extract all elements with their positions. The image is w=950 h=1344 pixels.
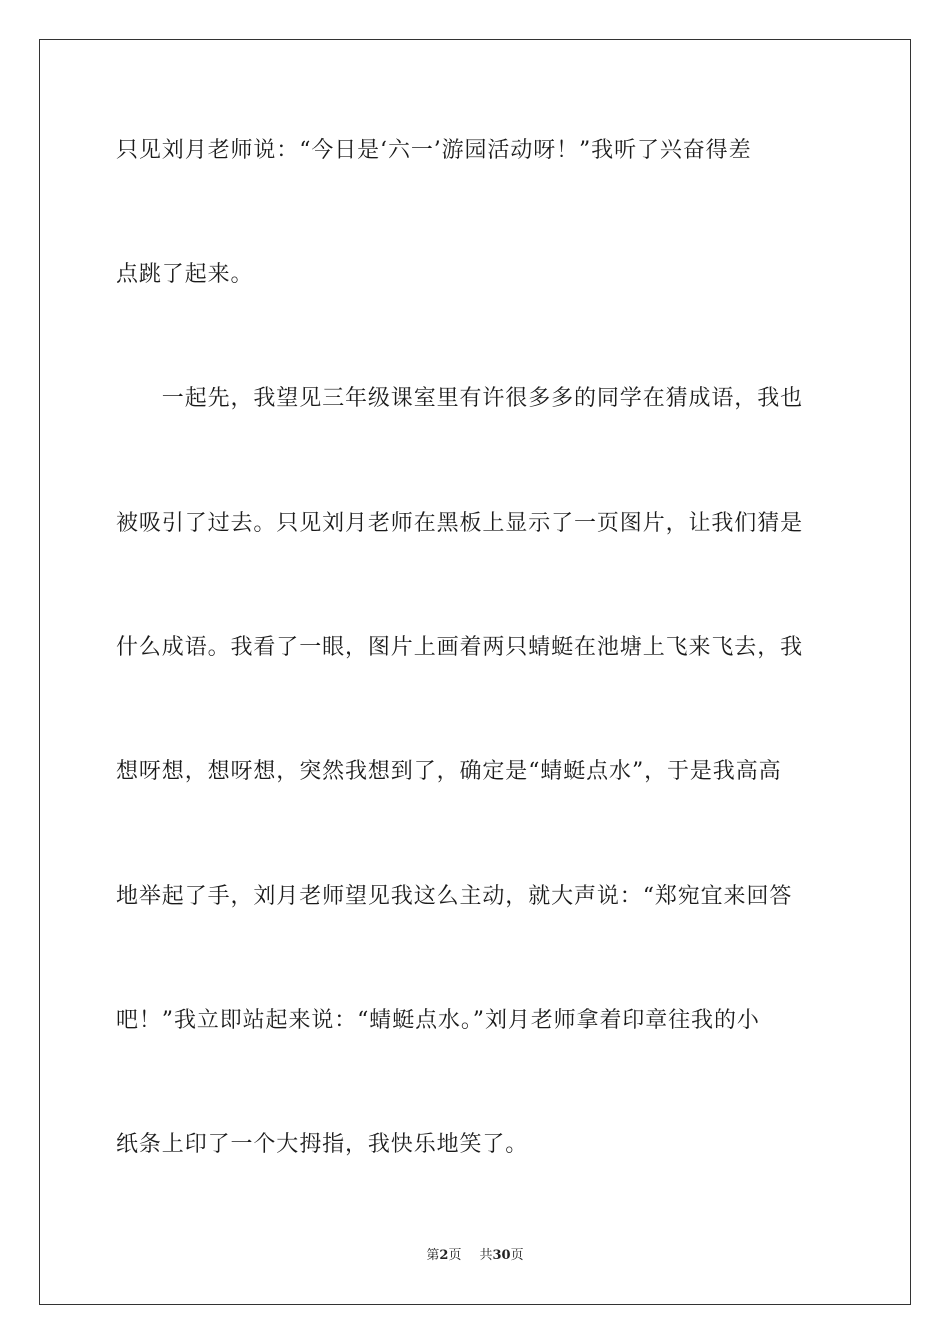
- text-line: 一起先，我望见三年级课室里有许很多多的同学在猜成语，我也: [116, 386, 804, 411]
- total-pages: 30: [492, 1248, 511, 1263]
- page-footer: [0, 1247, 950, 1265]
- text-line: 什么成语。我看了一眼，图片上画着两只蜻蜓在池塘上飞来飞去，我: [116, 635, 804, 660]
- page-suffix: 页: [448, 1248, 462, 1263]
- page-border: [39, 39, 911, 1305]
- text-line: 纸条上印了一个大拇指，我快乐地笑了。: [116, 1132, 529, 1157]
- total-suffix: 页: [510, 1248, 524, 1263]
- page-number: 2: [439, 1248, 449, 1263]
- text-line: 只见刘月老师说：“今日是‘六一’游园活动呀！”我听了兴奋得差: [116, 138, 752, 163]
- text-line: 点跳了起来。: [116, 262, 254, 287]
- text-line: 地举起了手，刘月老师望见我这么主动，就大声说：“郑宛宜来回答: [116, 884, 793, 909]
- text-line: 被吸引了过去。只见刘月老师在黑板上显示了一页图片，让我们猜是: [116, 511, 804, 536]
- text-line: 吧！”我立即站起来说：“蜻蜓点水。”刘月老师拿着印章往我的小: [116, 1008, 760, 1033]
- page-prefix: 第: [426, 1248, 440, 1263]
- text-line: 想呀想，想呀想，突然我想到了，确定是“蜻蜓点水”，于是我高高: [116, 759, 782, 784]
- total-prefix: 共: [479, 1248, 493, 1263]
